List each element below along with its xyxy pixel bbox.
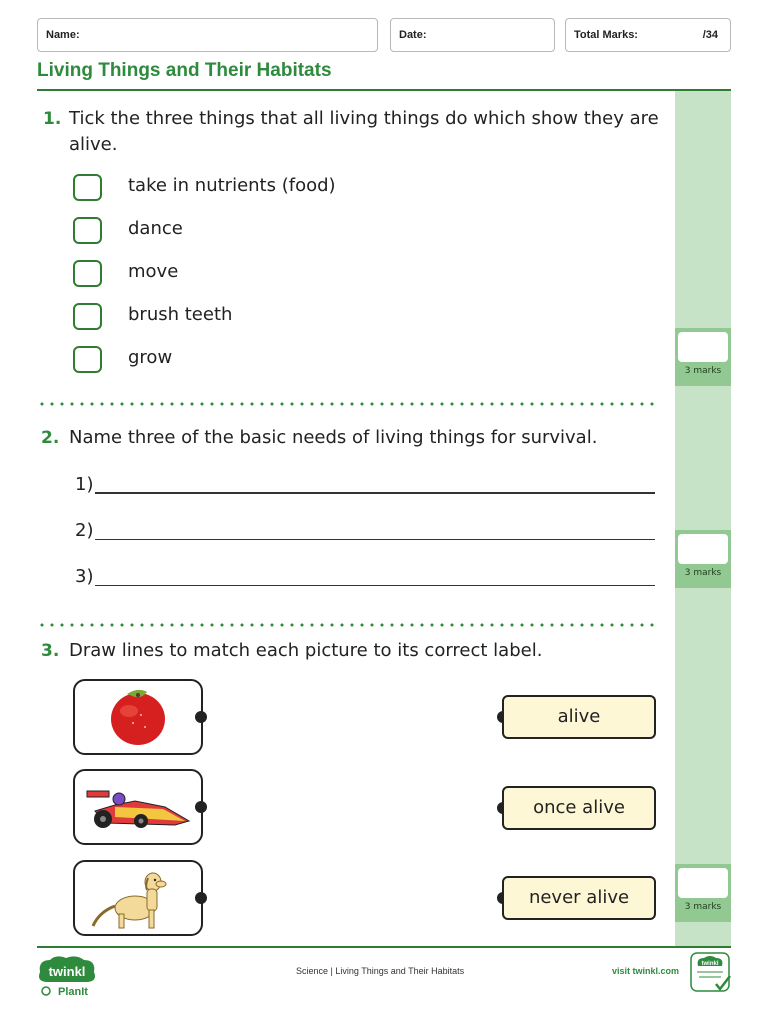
q2-marks-input[interactable] bbox=[678, 534, 728, 564]
q1-option-1: take in nutrients (food) bbox=[128, 175, 336, 196]
picture-dot-1[interactable] bbox=[195, 711, 207, 723]
dog-icon bbox=[75, 862, 201, 934]
q2-number: 2. bbox=[41, 428, 60, 448]
section-divider-1 bbox=[37, 402, 659, 406]
total-marks-field bbox=[565, 18, 731, 52]
logo-subtext: PlanIt bbox=[58, 986, 88, 998]
date-field[interactable] bbox=[390, 18, 555, 52]
q1-text: Tick the three things that all living things do which show they are alive. bbox=[69, 108, 659, 155]
footer-center-text: Science | Living Things and Their Habitats bbox=[296, 966, 465, 976]
label-once-alive: once alive bbox=[502, 786, 656, 830]
q3-marks-cell bbox=[675, 864, 731, 922]
q2-line-number-2: 2) bbox=[75, 520, 94, 541]
q1-checkbox-5[interactable] bbox=[73, 346, 102, 373]
label-alive: alive bbox=[502, 695, 656, 739]
q1-option-3: move bbox=[128, 261, 179, 282]
marks-column bbox=[675, 91, 731, 946]
q2-answer-line-1[interactable] bbox=[95, 492, 655, 494]
q3-marks-label: 3 marks bbox=[684, 902, 722, 912]
apple-icon bbox=[75, 681, 201, 753]
footer-rule bbox=[37, 946, 731, 948]
total-marks-value: /34 bbox=[702, 29, 718, 41]
q3-text: Draw lines to match each picture to its correct label. bbox=[69, 640, 543, 661]
q2-answer-line-2[interactable] bbox=[95, 539, 655, 540]
q1-checkbox-4[interactable] bbox=[73, 303, 102, 330]
q1-marks-input[interactable] bbox=[678, 332, 728, 362]
q1-option-4: brush teeth bbox=[128, 304, 233, 325]
q2-text: Name three of the basic needs of living things for survival. bbox=[69, 427, 598, 448]
quality-badge-icon bbox=[690, 952, 732, 994]
picture-card-apple bbox=[73, 679, 203, 755]
name-field[interactable] bbox=[37, 18, 378, 52]
picture-card-racing-car bbox=[73, 769, 203, 845]
badge-text: twinkl bbox=[701, 961, 719, 967]
picture-dot-2[interactable] bbox=[195, 801, 207, 813]
q3-marks-input[interactable] bbox=[678, 868, 728, 898]
name-label: Name: bbox=[46, 29, 80, 41]
picture-dot-3[interactable] bbox=[195, 892, 207, 904]
q2-marks-cell bbox=[675, 530, 731, 588]
twinkl-planit-logo bbox=[36, 954, 100, 998]
page-title: Living Things and Their Habitats bbox=[37, 60, 332, 81]
logo-text: twinkl bbox=[48, 964, 86, 979]
footer-link[interactable]: visit twinkl.com bbox=[612, 966, 680, 976]
picture-card-dog bbox=[73, 860, 203, 936]
racing-car-icon bbox=[75, 771, 201, 843]
q1-option-2: dance bbox=[128, 218, 183, 239]
section-divider-2 bbox=[37, 623, 659, 627]
q1-number: 1. bbox=[43, 109, 62, 129]
q1-checkbox-2[interactable] bbox=[73, 217, 102, 244]
q1-checkbox-1[interactable] bbox=[73, 174, 102, 201]
title-rule bbox=[37, 89, 731, 91]
total-marks-label: Total Marks: bbox=[574, 29, 638, 41]
date-label: Date: bbox=[399, 29, 427, 41]
q1-option-5: grow bbox=[128, 347, 173, 368]
label-never-alive: never alive bbox=[502, 876, 656, 920]
q1-checkbox-3[interactable] bbox=[73, 260, 102, 287]
q2-line-number-1: 1) bbox=[75, 474, 94, 495]
q3-number: 3. bbox=[41, 641, 60, 661]
q1-marks-cell bbox=[675, 328, 731, 386]
q1-marks-label: 3 marks bbox=[684, 366, 722, 376]
q2-line-number-3: 3) bbox=[75, 566, 94, 587]
q2-answer-line-3[interactable] bbox=[95, 585, 655, 586]
q2-marks-label: 3 marks bbox=[684, 568, 722, 578]
